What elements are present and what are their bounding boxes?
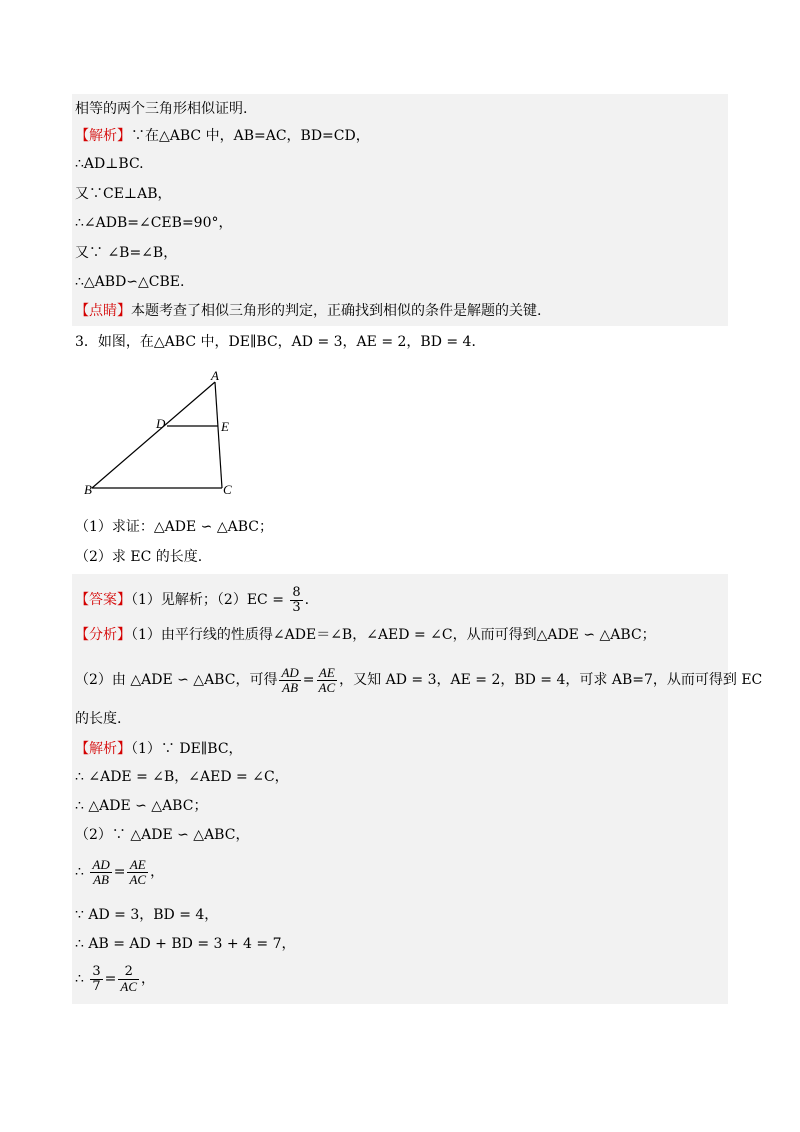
sol1-line-5: 又∵ ∠B=∠B， [75,245,178,261]
question-1: （1）求证：△ADE ∽ △ABC； [75,519,273,535]
sol1-line-7 [75,302,541,320]
answer-tag: 【答案】 [75,592,131,608]
jiexi-8-d1: 7 [92,978,101,994]
intro-line: 相等的两个三角形相似证明. [75,101,248,117]
jiexi-8-end: ， [141,971,156,987]
analysis-f1-num: AD [281,664,299,680]
label-b: B [84,482,92,497]
jiexi-tag: 【解析】 [75,741,131,757]
side-ab [92,382,215,488]
jiexi-8-fraction-1 [90,965,102,994]
jiexi-5-eq: = [113,864,126,880]
jiexi-5-fraction-1 [90,858,111,887]
jiexi-line-1-text: （1）∵ DE∥BC， [131,741,243,757]
jiexi-5-pre: ∴ [75,864,84,880]
analysis-line-2-a: （2）由 △ADE ∽ △ABC，可得 [75,672,278,688]
label-d: D [156,416,166,431]
answer-numerator: 8 [292,584,301,600]
problem-title: 3．如图，在△ABC 中，DE∥BC，AD = 3，AE = 2，BD = 4． [75,334,486,350]
analysis-line-3: 的长度. [75,711,122,727]
answer-fraction [290,586,302,615]
question-2: （2）求 EC 的长度. [75,549,203,565]
jiexi-8-pre: ∴ [75,971,84,987]
sol1-line-7-text: 本题考查了相似三角形的判定，正确找到相似的条件是解题的关键. [131,303,542,319]
analysis-line-2 [75,663,762,697]
answer-line [75,585,309,615]
analysis-line-1 [75,626,656,644]
triangle-figure [80,368,250,498]
analysis-f2-num: AE [317,666,338,681]
analysis-note-tag: 【分析】 [75,627,131,643]
analysis-fraction-1 [279,666,300,695]
jiexi-8-d2: AC [120,978,138,994]
jiexi-line-4: （2）∵ △ADE ∽ △ABC， [75,827,250,843]
sol1-line-6: ∴△ABD∽△CBE. [75,274,185,290]
jiexi-line-3: ∴ △ADE ∽ △ABC； [75,798,208,814]
analysis-f1-den: AB [282,679,299,695]
jiexi-8-n1: 3 [92,963,101,979]
jiexi-5-fraction-2 [127,858,148,887]
answer-end: . [304,592,310,608]
jiexi-5-end: ， [150,864,165,880]
jiexi-5-d2: AC [129,871,147,887]
analysis-f2-den: AC [318,679,336,695]
jiexi-line-7: ∴ AB = AD + BD = 3 + 4 = 7， [75,936,296,952]
jiexi-5-d1: AB [93,871,109,887]
label-e: E [221,419,229,434]
analysis-eq: = [302,672,315,688]
comment-tag: 【点睛】 [75,303,131,319]
jiexi-8-eq: = [104,971,117,987]
jiexi-8-n2: 2 [118,965,139,980]
jiexi-5-n2: AE [127,858,148,873]
label-a: A [211,368,219,383]
answer-text: （1）见解析；（2）EC = [131,592,284,608]
sol1-line-4: ∴∠ADB=∠CEB=90°， [75,215,233,231]
jiexi-line-6: ∵ AD = 3，BD = 4， [75,907,219,923]
analysis-line-1-text: （1）由平行线的性质得∠ADE＝∠B，∠AED = ∠C，从而可得到△ADE ∽ △ABC； [131,627,656,643]
side-ac [215,382,222,488]
sol1-line-1 [75,127,370,145]
analysis-tag: 【解析】 [75,128,131,144]
analysis-fraction-2 [317,666,338,695]
jiexi-5-n1: AD [92,856,110,872]
sol1-line-3: 又∵CE⊥AB， [75,186,172,202]
sol1-line-2: ∴AD⊥BC. [75,156,144,172]
jiexi-line-1 [75,740,243,758]
jiexi-line-8 [75,962,155,996]
sol1-line-1-text: ∵在△ABC 中，AB=AC，BD=CD， [131,128,370,144]
analysis-line-2-b: ，又知 AD = 3，AE = 2，BD = 4，可求 AB=7，从而可得到 EC [339,672,763,688]
jiexi-line-2: ∴ ∠ADE = ∠B，∠AED = ∠C， [75,769,289,785]
jiexi-line-5 [75,855,164,889]
answer-denominator: 3 [292,599,301,615]
jiexi-8-fraction-2 [118,965,139,994]
label-c: C [223,482,232,497]
